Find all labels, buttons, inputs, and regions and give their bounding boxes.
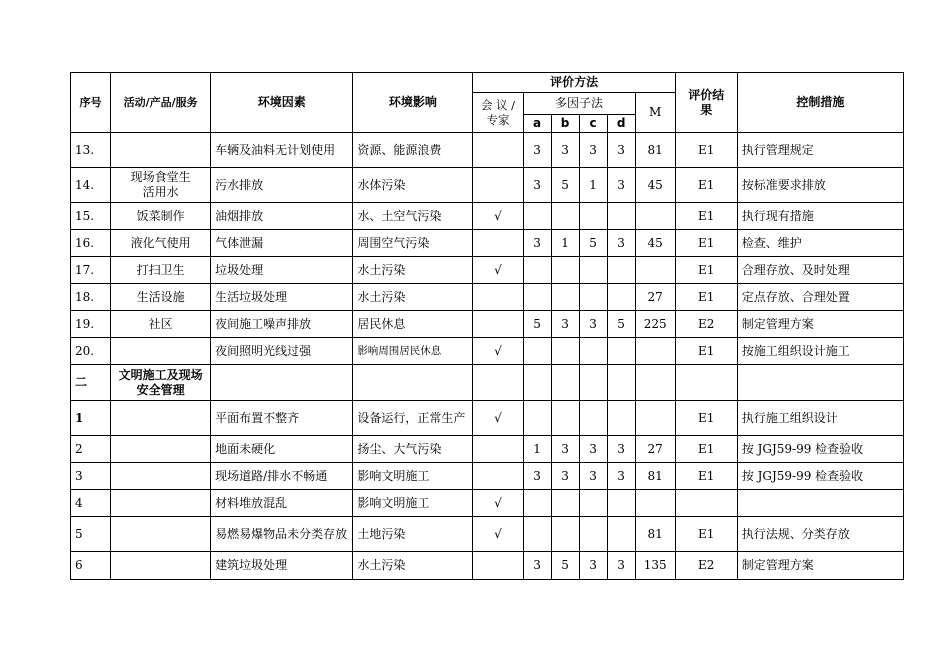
- cell-d: 5: [607, 311, 635, 338]
- cell-result: E1: [675, 463, 737, 490]
- cell-d: 3: [607, 168, 635, 203]
- cell-c: 1: [579, 168, 607, 203]
- section-row: [71, 365, 904, 401]
- cell-result: E1: [675, 338, 737, 365]
- cell-b: 3: [551, 311, 579, 338]
- table-row: [71, 284, 904, 311]
- cell-control: 执行管理规定: [737, 133, 903, 168]
- header-b: b: [551, 115, 579, 133]
- cell-m: 45: [635, 168, 675, 203]
- cell-a: 3: [523, 463, 551, 490]
- cell-m: 45: [635, 230, 675, 257]
- cell-b: [551, 401, 579, 436]
- cell-result: E1: [675, 230, 737, 257]
- cell-result: E1: [675, 133, 737, 168]
- empty-cell: [523, 365, 551, 401]
- header-seq: 序号: [71, 73, 111, 133]
- empty-cell: [737, 365, 903, 401]
- cell-activity: [111, 490, 211, 517]
- cell-activity: [111, 133, 211, 168]
- cell-b: 3: [551, 133, 579, 168]
- table-row: [71, 133, 904, 168]
- cell-result: E1: [675, 517, 737, 552]
- cell-impact: 水、土空气污染: [353, 203, 473, 230]
- cell-m: 81: [635, 133, 675, 168]
- cell-b: [551, 338, 579, 365]
- cell-control: 执行法规、分类存放: [737, 517, 903, 552]
- header-activity: 活动/产品/服务: [111, 73, 211, 133]
- cell-result: E1: [675, 257, 737, 284]
- empty-cell: [675, 365, 737, 401]
- cell-m: [635, 338, 675, 365]
- cell-d: [607, 338, 635, 365]
- cell-result: E1: [675, 401, 737, 436]
- cell-b: 1: [551, 230, 579, 257]
- cell-activity: 打扫卫生: [111, 257, 211, 284]
- cell-expert: [473, 552, 523, 580]
- cell-c: 3: [579, 463, 607, 490]
- cell-result: E2: [675, 552, 737, 580]
- table-row: [71, 338, 904, 365]
- evaluation-table: [70, 72, 904, 580]
- cell-seq: 14.: [71, 168, 111, 203]
- cell-m: 135: [635, 552, 675, 580]
- empty-cell: [579, 365, 607, 401]
- cell-a: 3: [523, 552, 551, 580]
- cell-seq: 6: [71, 552, 111, 580]
- cell-a: [523, 203, 551, 230]
- cell-expert: √: [473, 490, 523, 517]
- cell-expert: [473, 284, 523, 311]
- cell-seq: 17.: [71, 257, 111, 284]
- cell-impact: 土地污染: [353, 517, 473, 552]
- header-control: 控制措施: [737, 73, 903, 133]
- cell-seq: 20.: [71, 338, 111, 365]
- cell-activity: [111, 401, 211, 436]
- cell-factor: 夜间照明光线过强: [211, 338, 353, 365]
- empty-cell: [551, 365, 579, 401]
- section-title: 文明施工及现场安全管理: [111, 365, 211, 401]
- cell-expert: [473, 230, 523, 257]
- cell-c: [579, 401, 607, 436]
- cell-activity: [111, 463, 211, 490]
- cell-seq: 19.: [71, 311, 111, 338]
- cell-activity: [111, 436, 211, 463]
- cell-seq: 5: [71, 517, 111, 552]
- cell-c: [579, 517, 607, 552]
- cell-a: [523, 517, 551, 552]
- cell-control: 按 JGJ59-99 检查验收: [737, 436, 903, 463]
- cell-b: [551, 490, 579, 517]
- cell-expert: √: [473, 257, 523, 284]
- cell-m: 27: [635, 436, 675, 463]
- cell-activity: 饭菜制作: [111, 203, 211, 230]
- cell-impact: 影响文明施工: [353, 463, 473, 490]
- header-m: M: [635, 93, 675, 133]
- cell-factor: 建筑垃圾处理: [211, 552, 353, 580]
- cell-d: [607, 284, 635, 311]
- cell-impact: 水体污染: [353, 168, 473, 203]
- cell-a: 1: [523, 436, 551, 463]
- cell-c: 3: [579, 436, 607, 463]
- table-row: [71, 436, 904, 463]
- cell-m: 27: [635, 284, 675, 311]
- cell-b: 3: [551, 463, 579, 490]
- cell-d: 3: [607, 436, 635, 463]
- cell-expert: [473, 311, 523, 338]
- cell-expert: √: [473, 517, 523, 552]
- cell-impact: 周围空气污染: [353, 230, 473, 257]
- cell-expert: [473, 168, 523, 203]
- cell-expert: √: [473, 338, 523, 365]
- cell-a: 3: [523, 230, 551, 257]
- table-row: [71, 203, 904, 230]
- header-a: a: [523, 115, 551, 133]
- cell-c: 3: [579, 552, 607, 580]
- cell-impact: 水土污染: [353, 257, 473, 284]
- cell-d: 3: [607, 552, 635, 580]
- cell-factor: 垃圾处理: [211, 257, 353, 284]
- cell-impact: 水土污染: [353, 552, 473, 580]
- empty-cell: [473, 365, 523, 401]
- cell-factor: 夜间施工噪声排放: [211, 311, 353, 338]
- cell-d: [607, 257, 635, 284]
- cell-d: [607, 401, 635, 436]
- header-c: c: [579, 115, 607, 133]
- cell-control: 检查、维护: [737, 230, 903, 257]
- empty-cell: [353, 365, 473, 401]
- cell-control: 定点存放、合理处置: [737, 284, 903, 311]
- cell-c: 5: [579, 230, 607, 257]
- cell-control: 按标准要求排放: [737, 168, 903, 203]
- cell-expert: √: [473, 203, 523, 230]
- cell-m: 81: [635, 517, 675, 552]
- table-row: [71, 257, 904, 284]
- cell-result: E1: [675, 284, 737, 311]
- cell-b: 3: [551, 436, 579, 463]
- header-d: d: [607, 115, 635, 133]
- cell-c: 3: [579, 133, 607, 168]
- cell-factor: 车辆及油料无计划使用: [211, 133, 353, 168]
- cell-d: 3: [607, 463, 635, 490]
- empty-cell: [607, 365, 635, 401]
- cell-seq: 18.: [71, 284, 111, 311]
- cell-m: [635, 257, 675, 284]
- empty-cell: [211, 365, 353, 401]
- cell-b: [551, 517, 579, 552]
- cell-factor: 材料堆放混乱: [211, 490, 353, 517]
- cell-control: 制定管理方案: [737, 552, 903, 580]
- cell-activity: [111, 552, 211, 580]
- cell-c: [579, 284, 607, 311]
- cell-factor: 地面未硬化: [211, 436, 353, 463]
- table-row: [71, 230, 904, 257]
- cell-control: [737, 490, 903, 517]
- cell-seq: 16.: [71, 230, 111, 257]
- empty-cell: [635, 365, 675, 401]
- cell-factor: 油烟排放: [211, 203, 353, 230]
- cell-c: 3: [579, 311, 607, 338]
- cell-factor: 现场道路/排水不畅通: [211, 463, 353, 490]
- cell-c: [579, 257, 607, 284]
- cell-control: 按 JGJ59-99 检查验收: [737, 463, 903, 490]
- header-factor: 环境因素: [211, 73, 353, 133]
- cell-factor: 生活垃圾处理: [211, 284, 353, 311]
- cell-impact: 扬尘、大气污染: [353, 436, 473, 463]
- cell-a: [523, 284, 551, 311]
- cell-activity: [111, 338, 211, 365]
- cell-m: 225: [635, 311, 675, 338]
- cell-factor: 易燃易爆物品未分类存放: [211, 517, 353, 552]
- cell-factor: 气体泄漏: [211, 230, 353, 257]
- table-row: [71, 552, 904, 580]
- cell-seq: 13.: [71, 133, 111, 168]
- cell-a: [523, 490, 551, 517]
- cell-m: [635, 203, 675, 230]
- cell-b: [551, 257, 579, 284]
- cell-control: 执行施工组织设计: [737, 401, 903, 436]
- cell-seq: 15.: [71, 203, 111, 230]
- header-expert: 会 议 / 专家: [473, 93, 523, 133]
- cell-expert: √: [473, 401, 523, 436]
- cell-d: [607, 490, 635, 517]
- cell-activity: 现场食堂生活用水: [111, 168, 211, 203]
- cell-result: E1: [675, 203, 737, 230]
- cell-b: 5: [551, 168, 579, 203]
- cell-m: [635, 401, 675, 436]
- table-row: [71, 168, 904, 203]
- table-row: [71, 401, 904, 436]
- cell-expert: [473, 463, 523, 490]
- cell-impact: 影响周围居民休息: [353, 338, 473, 365]
- header-multi: 多因子法: [523, 93, 635, 115]
- cell-impact: 资源、能源浪费: [353, 133, 473, 168]
- cell-control: 按施工组织设计施工: [737, 338, 903, 365]
- cell-b: 5: [551, 552, 579, 580]
- cell-a: 3: [523, 168, 551, 203]
- cell-c: [579, 490, 607, 517]
- table-row: [71, 490, 904, 517]
- cell-expert: [473, 133, 523, 168]
- cell-d: 3: [607, 230, 635, 257]
- cell-d: 3: [607, 133, 635, 168]
- cell-expert: [473, 436, 523, 463]
- cell-control: 执行现有措施: [737, 203, 903, 230]
- cell-c: [579, 203, 607, 230]
- cell-activity: 生活设施: [111, 284, 211, 311]
- table-row: [71, 311, 904, 338]
- cell-a: [523, 338, 551, 365]
- cell-b: [551, 284, 579, 311]
- cell-seq: 3: [71, 463, 111, 490]
- cell-impact: 居民休息: [353, 311, 473, 338]
- cell-activity: [111, 517, 211, 552]
- cell-a: 3: [523, 133, 551, 168]
- section-seq: 二: [71, 365, 111, 401]
- table-row: [71, 517, 904, 552]
- cell-seq: 1: [71, 401, 111, 436]
- cell-m: [635, 490, 675, 517]
- cell-result: E1: [675, 168, 737, 203]
- cell-m: 81: [635, 463, 675, 490]
- cell-b: [551, 203, 579, 230]
- cell-control: 制定管理方案: [737, 311, 903, 338]
- header-impact: 环境影响: [353, 73, 473, 133]
- cell-impact: 水土污染: [353, 284, 473, 311]
- cell-impact: 影响文明施工: [353, 490, 473, 517]
- table-row: [71, 463, 904, 490]
- cell-activity: 液化气使用: [111, 230, 211, 257]
- cell-result: E2: [675, 311, 737, 338]
- cell-result: [675, 490, 737, 517]
- cell-d: [607, 517, 635, 552]
- cell-a: [523, 401, 551, 436]
- header-result: 评价结果: [675, 73, 737, 133]
- cell-impact: 设备运行，正常生产: [353, 401, 473, 436]
- cell-factor: 平面布置不整齐: [211, 401, 353, 436]
- cell-factor: 污水排放: [211, 168, 353, 203]
- header-method: 评价方法: [473, 73, 675, 93]
- cell-seq: 2: [71, 436, 111, 463]
- cell-control: 合理存放、及时处理: [737, 257, 903, 284]
- cell-activity: 社区: [111, 311, 211, 338]
- cell-a: 5: [523, 311, 551, 338]
- cell-result: E1: [675, 436, 737, 463]
- cell-d: [607, 203, 635, 230]
- cell-seq: 4: [71, 490, 111, 517]
- cell-a: [523, 257, 551, 284]
- cell-c: [579, 338, 607, 365]
